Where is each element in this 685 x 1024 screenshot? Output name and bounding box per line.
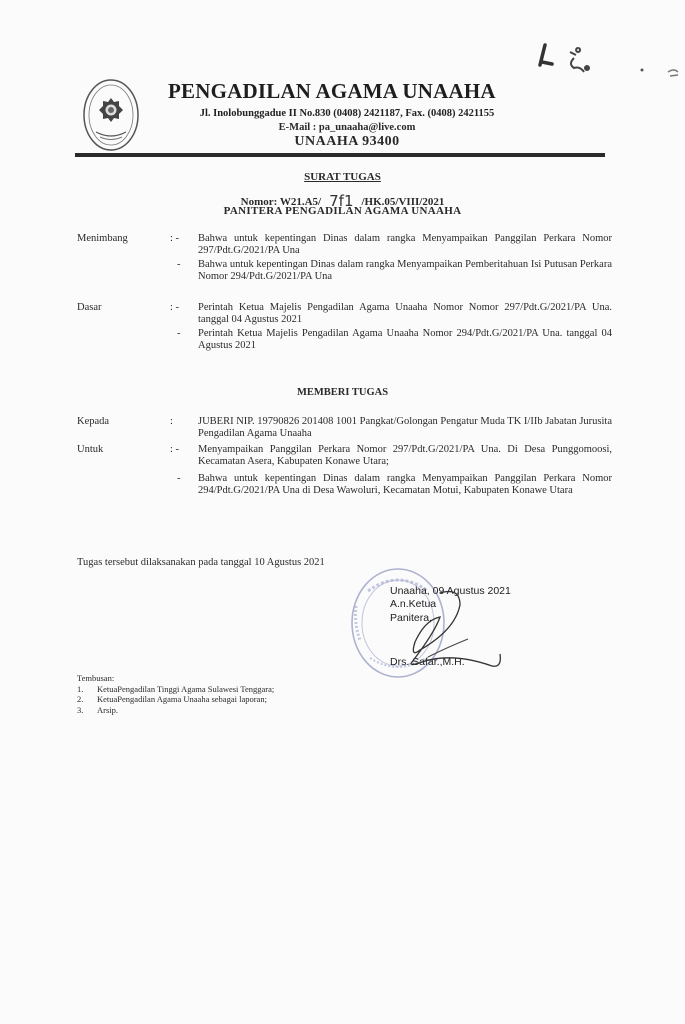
untuk-label: Untuk (77, 444, 104, 455)
bullet-dash: - (177, 328, 181, 339)
dasar-item-2: Perintah Ketua Majelis Pengadilan Agama Unaaha Nomor 294/Pdt.G/2021/PA Una. tanggal 04 Agustus 2021 (198, 328, 612, 351)
dasar-colon: : - (170, 302, 180, 313)
carbon-copy-item: 3. Arsip. (77, 704, 119, 715)
organization-address: Jl. Inolobunggadue II No.830 (0408) 2421187, Fax. (0408) 2421155 (199, 108, 495, 119)
signature-on-behalf: A.n.Ketua (390, 598, 437, 610)
dasar-item-1: Perintah Ketua Majelis Pengadilan Agama Unaaha Nomor Nomor 297/Pdt.G/2021/PA Una. tanggal 04 Agustus 2021 (198, 302, 612, 325)
handwritten-mark-icon (530, 40, 680, 85)
section-title-memberi-tugas: MEMBERI TUGAS (296, 387, 389, 398)
kepada-text: JUBERI NIP. 19790826 201408 1001 Pangkat/Golongan Pengatur Muda TK I/IIb Jabatan Jurusita Pengadilan Agama Unaaha (198, 416, 612, 439)
dasar-label: Dasar (77, 302, 102, 313)
organization-name: PENGADILAN AGAMA UNAAHA (168, 79, 496, 103)
handwritten-signature-icon (380, 585, 510, 680)
untuk-colon: : - (170, 444, 180, 455)
menimbang-item-2: Bahwa untuk kepentingan Dinas dalam rangka Menyampaikan Pemberitahuan Isi Putusan Perkara Nomor 294/Pdt.G/2021/PA Una (198, 259, 612, 282)
menimbang-label: Menimbang (77, 233, 128, 244)
organization-city: UNAAHA 93400 (294, 134, 400, 149)
organization-email: E-Mail : pa_unaaha@live.com (278, 122, 416, 133)
carbon-copy-item: 1. KetuaPengadilan Tinggi Agama Sulawesi Tenggara; (77, 683, 275, 694)
letterhead-divider (75, 153, 605, 157)
untuk-item-2: Bahwa untuk kepentingan Dinas dalam rangka Menyampaikan Panggilan Perkara Nomor 294/Pdt.G/2021/PA Una di Desa Wawoluri, Kecamatan Motui, Kabupaten Konawe Utara (198, 473, 612, 496)
untuk-item-1: Menyampaikan Panggilan Perkara Nomor 297/Pdt.G/2021/PA Una. Di Desa Punggomoosi, Kecamatan Asera, Kabupaten Konawe Utara; (198, 444, 612, 467)
execution-date-statement: Tugas tersebut dilaksanakan pada tanggal 10 Agustus 2021 (77, 557, 325, 568)
number-suffix: /HK.05/VIII/2021 (361, 196, 445, 208)
bullet-dash: - (177, 259, 181, 270)
signature-place-date: Unaaha, 09 Agustus 2021 (390, 585, 511, 597)
menimbang-item-1: Bahwa untuk kepentingan Dinas dalam rangka Menyampaikan Panggilan Perkara Nomor 297/Pdt.G/2021/PA Una (198, 233, 612, 256)
number-prefix: Nomor: W21.A5/ (240, 196, 322, 208)
bullet-dash: - (177, 473, 181, 484)
signature-position: Panitera, (390, 612, 433, 624)
issuer-title: PANITERA PENGADILAN AGAMA UNAAHA (223, 205, 462, 217)
kepada-label: Kepada (77, 416, 110, 427)
carbon-copy-item: 2. KetuaPengadilan Agama Unaaha sebagai laporan; (77, 694, 267, 704)
court-seal-logo-icon (82, 78, 140, 152)
carbon-copy-list (77, 673, 274, 715)
menimbang-colon: : - (170, 233, 180, 244)
carbon-copy-label: Tembusan: (77, 673, 115, 683)
handwritten-number: 7f1 (329, 192, 354, 210)
kepada-colon: : (170, 416, 173, 427)
document-title: SURAT TUGAS (304, 171, 381, 183)
signatory-name: Drs. Safar.,M.H. (390, 656, 465, 668)
